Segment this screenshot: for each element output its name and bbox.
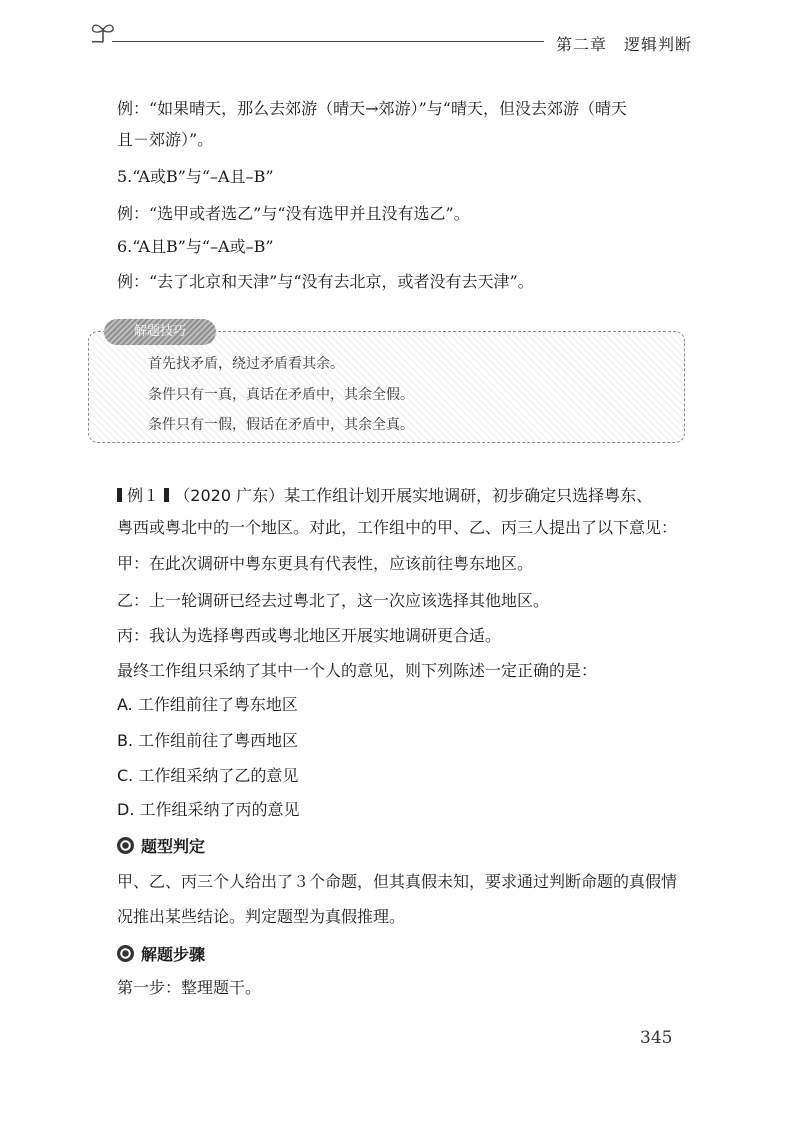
option-b: B. 工作组前往了粤西地区 [117,731,299,750]
rule-5-example: 例：“选甲或者选乙”与“没有选甲并且没有选乙”。 [117,204,470,223]
tip-line: 首先找矛盾，绕过矛盾看其余。 [148,356,344,372]
opinion-yi: 乙：上一轮调研已经去过粤北了，这一次应该选择其他地区。 [117,591,550,610]
sprout-icon [88,18,118,48]
page-number: 345 [640,1028,673,1048]
header-rule [112,41,544,42]
rule-5-heading: 5.“A或B”与“–A且–B” [117,167,274,186]
option-a: A. 工作组前往了粤东地区 [117,695,298,714]
bracket-mark [117,488,122,502]
step-1: 第一步：整理题干。 [117,978,262,997]
opinion-bing: 丙：我认为选择粤西或粤北地区开展实地调研更合适。 [117,626,502,645]
opinion-jia: 甲：在此次调研中粤东更具有代表性，应该前往粤东地区。 [117,554,534,573]
section-bullet-icon [117,945,134,962]
example-text: 某工作组计划开展实地调研，初步确定只选择粤东、 [284,486,653,505]
rule-example-line-cont: 且－郊游）”。 [117,130,214,149]
rule-6-example: 例：“去了北京和天津”与“没有去北京，或者没有去天津”。 [117,272,534,291]
tips-label: 解题技巧 [104,319,216,345]
chapter-title: 第二章 逻辑判断 [556,35,693,54]
tip-line: 条件只有一假，假话在矛盾中，其余全真。 [148,417,414,433]
example-source: （2020 广东） [174,486,285,505]
option-c: C. 工作组采纳了乙的意见 [117,766,299,785]
option-d: D. 工作组采纳了丙的意见 [117,800,300,819]
rule-6-heading: 6.“A且B”与“–A或–B” [117,237,274,256]
section-title-type: 题型判定 [141,837,206,856]
tip-line: 条件只有一真，真话在矛盾中，其余全假。 [148,387,414,403]
bracket-mark [164,488,169,502]
example-heading [117,485,652,507]
question-text: 最终工作组只采纳了其中一个人的意见，则下列陈述一定正确的是： [117,661,598,680]
type-text-line: 况推出某些结论。判定题型为真假推理。 [117,907,406,926]
example-tag: 例１ [127,486,160,505]
section-bullet-icon [117,837,134,854]
rule-example-line: 例：“如果晴天，那么去郊游（晴天→郊游）”与“晴天，但没去郊游（晴天 [117,99,627,118]
type-text-line: 甲、乙、丙三个人给出了３个命题，但其真假未知，要求通过判断命题的真假情 [117,872,678,891]
section-title-steps: 解题步骤 [141,945,206,964]
example-text-cont: 粤西或粤北中的一个地区。对此，工作组中的甲、乙、丙三人提出了以下意见： [117,518,678,537]
